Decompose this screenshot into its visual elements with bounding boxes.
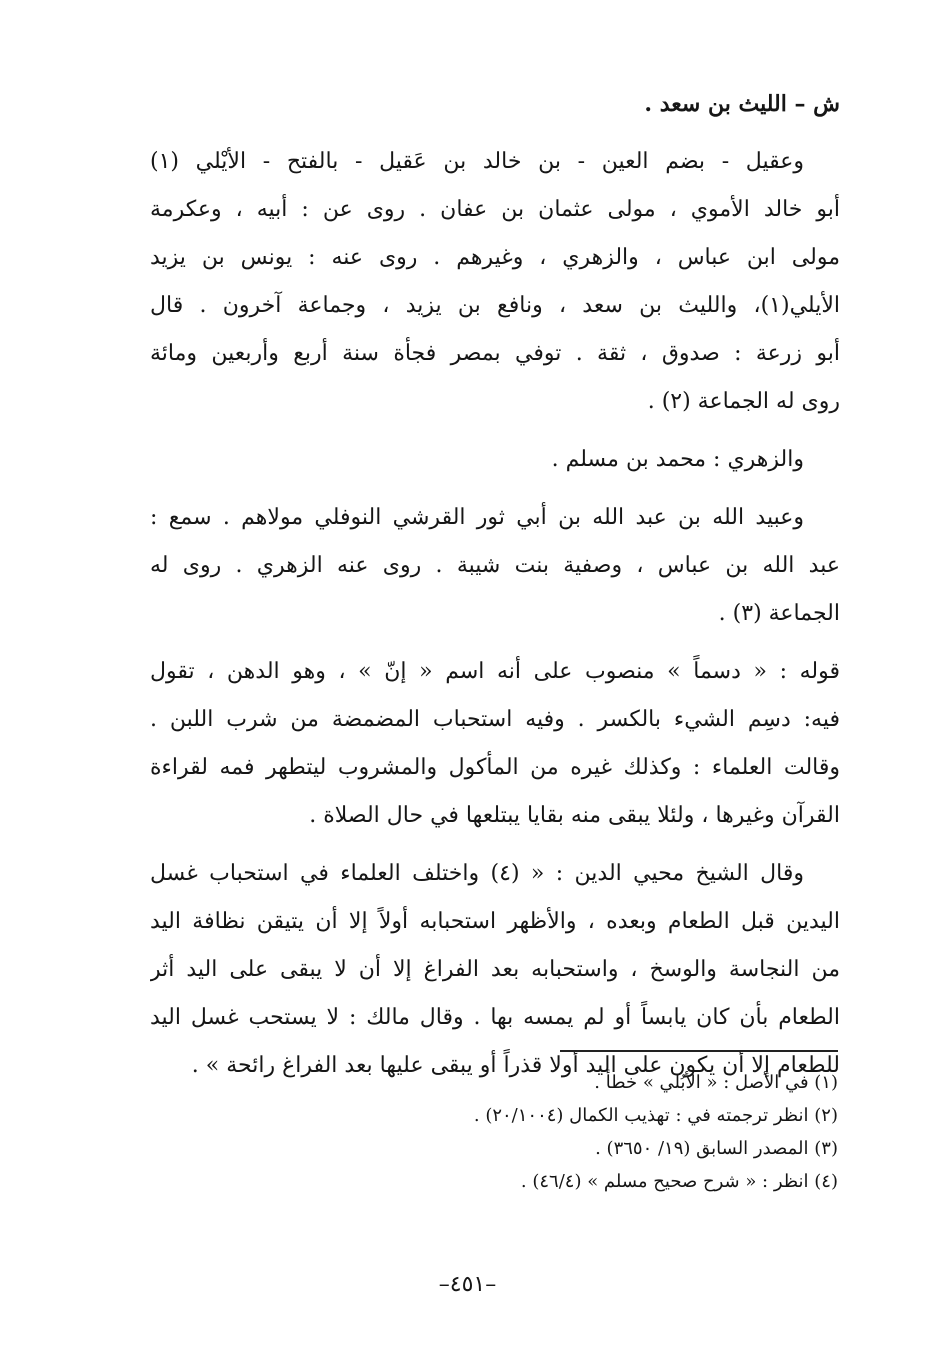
- text-line: وقالت العلماء : وكذلك غيره من المأكول والمشروب ليتطهر فمه لقراءة: [150, 755, 840, 780]
- text-line: اليدين قبل الطعام وبعده ، والأظهر استحبابه أولاً إلا أن يتيقن نظافة اليد: [150, 909, 840, 934]
- footnote-4: (٤) انظر : « شرح صحيح مسلم » (٤٦/٤) .: [520, 1171, 838, 1192]
- paragraph-zuhri: [150, 436, 840, 484]
- paragraph-muhyiddin: [150, 850, 840, 1090]
- footnotes: [300, 1066, 838, 1198]
- text-line: والزهري : محمد بن مسلم .: [551, 447, 804, 472]
- text-line: أبو خالد الأموي ، مولى عثمان بن عفان . روى عن : أبيه ، وعكرمة: [150, 197, 840, 222]
- text-line: عبد الله بن عباس ، وصفية بنت شيبة . روى عنه الزهري . روى له: [150, 553, 840, 578]
- footnote-3: (٣) المصدر السابق (١٩/ ٣٦٥٠) .: [595, 1138, 838, 1159]
- text-line: من النجاسة والوسخ ، واستحبابه بعد الفراغ إلا أن لا يبقى على اليد أثر: [150, 957, 840, 982]
- text-line: قوله : « دسماً » منصوب على أنه اسم « إنّ » ، وهو الدهن ، تقول: [150, 659, 840, 684]
- paragraph-ubaydullah: [150, 494, 840, 638]
- text-line: ش – الليث بن سعد .: [644, 91, 840, 117]
- paragraph-dasam: [150, 648, 840, 840]
- text-line: للطعام إلا أن يكون على اليد أولا قذراً أو يبقى عليها بعد الفراغ رائحة » .: [191, 1053, 840, 1078]
- text-line: الطعام بأن كان يابساً أو لم يمسه بها . وقال مالك : لا يستحب غسل اليد: [150, 1005, 840, 1030]
- text-line: وعقيل - بضم العين - بن خالد بن عَقيل - بالفتح - الأيْلي (١): [150, 149, 804, 174]
- text-line: أبو زرعة : صدوق ، ثقة . توفي بمصر فجأة سنة أربع وأربعين ومائة: [150, 341, 840, 366]
- page-body: [150, 80, 840, 1090]
- footnote-2: (٢) انظر ترجمته في : تهذيب الكمال (٢٠/١٠٠٤) .: [473, 1105, 838, 1126]
- text-line: القرآن وغيرها ، ولئلا يبقى منه بقايا يبتلعها في حال الصلاة .: [309, 803, 840, 828]
- text-line: الجماعة (٣) .: [718, 601, 840, 626]
- text-line: مولى ابن عباس ، والزهري ، وغيرهم . روى عنه : يونس بن يزيد: [150, 245, 840, 270]
- paragraph-uqayl: [150, 138, 840, 426]
- footnote-separator: [560, 1050, 838, 1052]
- text-line: روى له الجماعة (٢) .: [647, 389, 840, 414]
- footnote-1: (١) في الأصل : « الأبُلي » خطأ .: [594, 1072, 838, 1093]
- page-number: –٤٥١–: [438, 1272, 497, 1297]
- text-line: وقال الشيخ محيي الدين : « (٤) واختلف العلماء في استحباب غسل: [150, 861, 804, 886]
- text-line: وعبيد الله بن عبد الله بن أبي ثور القرشي النوفلي مولاهم . سمع :: [150, 505, 804, 530]
- text-line: فيه: دسِم الشيء بالكسر . وفيه استحباب المضمضة من شرب اللبن .: [150, 707, 840, 732]
- text-line: الأيلي(١)، والليث بن سعد ، ونافع بن يزيد ، وجماعة آخرون . قال: [150, 293, 840, 318]
- paragraph-shin: [150, 80, 840, 128]
